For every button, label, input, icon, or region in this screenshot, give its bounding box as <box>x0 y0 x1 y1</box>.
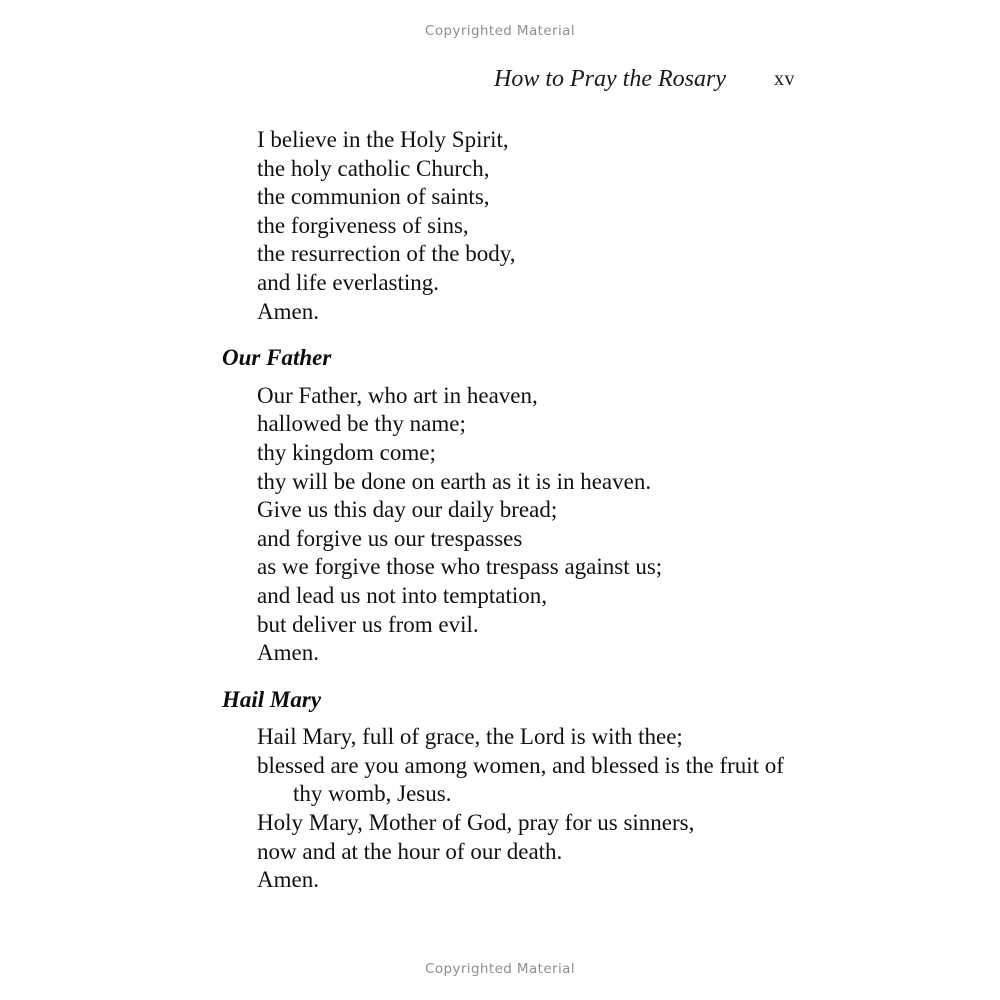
prayer-line: but deliver us from evil. <box>257 611 479 637</box>
prayer-section <box>222 686 862 895</box>
prayer-section <box>222 344 862 668</box>
prayer-line: and life everlasting. <box>257 269 440 295</box>
prayer-line: Amen. <box>257 867 319 893</box>
prayer-line: the holy catholic Church, <box>257 155 490 181</box>
prayer-line: Give us this day our daily bread; <box>257 497 558 523</box>
prayer-line: Hail Mary, full of grace, the Lord is with thee; <box>257 724 683 750</box>
prayer-line: the resurrection of the body, <box>257 241 516 267</box>
prayer-line: as we forgive those who trespass against us; <box>257 554 663 580</box>
running-head <box>222 66 802 96</box>
section-spacer <box>222 326 862 344</box>
page-body <box>222 126 862 895</box>
copyright-watermark-bottom: Copyrighted Material <box>425 961 575 977</box>
prayer-line: I believe in the Holy Spirit, <box>257 127 509 152</box>
prayer-line: and forgive us our trespasses <box>257 525 523 551</box>
prayer-line: thy kingdom come; <box>257 439 436 465</box>
prayer-line: now and at the hour of our death. <box>257 838 563 864</box>
prayer-lines <box>222 723 862 895</box>
copyright-watermark-top: Copyrighted Material <box>425 23 575 39</box>
prayer-lines <box>222 382 862 668</box>
prayer-lines <box>222 126 862 326</box>
prayer-heading: Hail Mary <box>222 686 322 712</box>
prayer-line: Holy Mary, Mother of God, pray for us sinners, <box>257 810 695 836</box>
prayer-line: blessed are you among women, and blessed is the fruit of <box>257 752 784 778</box>
running-head-title: How to Pray the Rosary <box>494 66 726 92</box>
prayer-line: thy will be done on earth as it is in heaven. <box>257 468 652 494</box>
prayer-line: hallowed be thy name; <box>257 411 466 437</box>
page-number: xv <box>774 68 795 90</box>
prayer-line: Our Father, who art in heaven, <box>257 382 538 408</box>
prayer-section <box>222 126 862 326</box>
prayer-line: thy womb, Jesus. <box>293 781 452 807</box>
section-spacer <box>222 668 862 686</box>
prayer-line: the forgiveness of sins, <box>257 212 469 238</box>
prayer-line: the communion of saints, <box>257 184 490 210</box>
prayer-line: and lead us not into temptation, <box>257 582 548 608</box>
prayer-line: Amen. <box>257 640 319 666</box>
prayer-line: Amen. <box>257 298 319 324</box>
prayer-heading: Our Father <box>222 345 332 371</box>
